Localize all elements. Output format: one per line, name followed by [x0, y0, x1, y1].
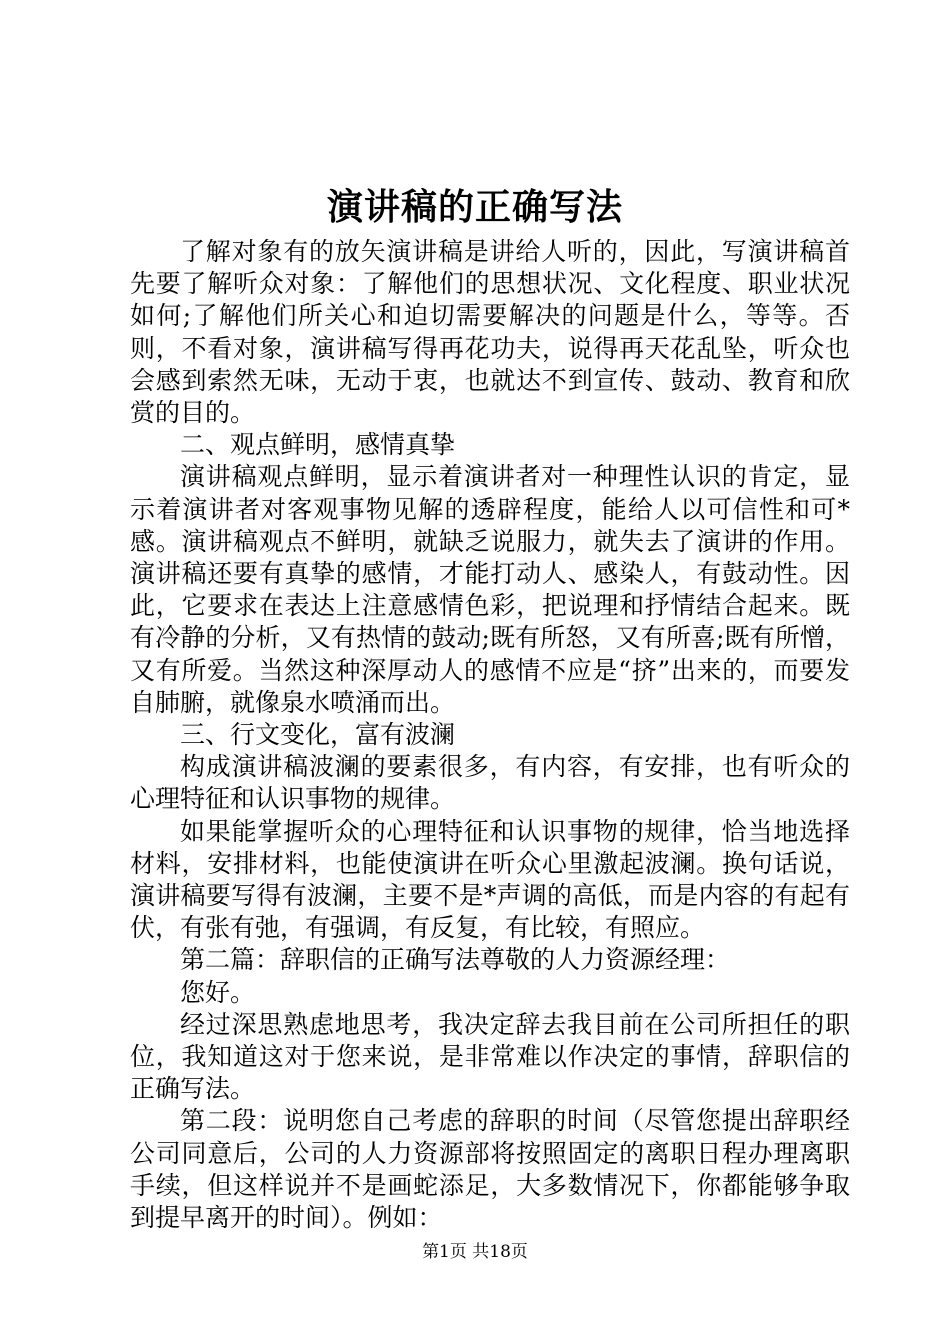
paragraph: 如果能掌握听众的心理特征和认识事物的规律，恰当地选择材料，安排材料，也能使演讲在听众心里激起波澜。换句话说，演讲稿要写得有波澜，主要不是*声调的高低，而是内容的有起有伏，有张有弛，有强调，有反复，有比较，有照应。 — [130, 816, 850, 943]
paragraph: 经过深思熟虑地思考，我决定辞去我目前在公司所担任的职位，我知道这对于您来说，是非常难以作决定的事情，辞职信的正确写法。 — [130, 1009, 850, 1104]
section-heading: 三、行文变化，富有波澜 — [180, 720, 456, 750]
paragraph: 演讲稿观点鲜明，显示着演讲者对一种理性认识的肯定，显示着演讲者对客观事物见解的透辟程度，能给人以可信性和可*感。演讲稿观点不鲜明，就缺乏说服力，就失去了演讲的作用。演讲稿还要有真挚的感情，才能打动人、感染人，有鼓动性。因此，它要求在表达上注意感情色彩，把说理和抒情结合起来。既有冷静的分析，又有热情的鼓动;既有所怒，又有所喜;既有所憎，又有所爱。当然这种深厚动人的感情不应是“挤”出来的，而要发自肺腑，就像泉水喷涌而出。 — [130, 462, 850, 717]
document-body — [130, 236, 850, 1234]
paragraph: 第二段：说明您自己考虑的辞职的时间（尽管您提出辞职经公司同意后，公司的人力资源部将按照固定的离职日程办理离职手续，但这样说并不是画蛇添足，大多数情况下，你都能够争取到提早离开的时间）。例如： — [130, 1106, 850, 1233]
document-title: 演讲稿的正确写法 — [326, 186, 623, 228]
page-footer: 第1页 共18页 — [422, 1242, 528, 1262]
paragraph: 了解对象有的放矢演讲稿是讲给人听的，因此，写演讲稿首先要了解听众对象：了解他们的思想状况、文化程度、职业状况如何;了解他们所关心和迫切需要解决的问题是什么，等等。否则，不看对象，演讲稿写得再花功夫，说得再天花乱坠，听众也会感到索然无味，无动于衷，也就达不到宣传、鼓动、教育和欣赏的目的。 — [130, 237, 850, 428]
paragraph: 构成演讲稿波澜的要素很多，有内容，有安排，也有听众的心理特征和认识事物的规律。 — [130, 752, 850, 814]
section-heading: 第二篇：辞职信的正确写法尊敬的人力资源经理： — [180, 945, 731, 975]
paragraph: 您好。 — [180, 977, 256, 1007]
section-heading: 二、观点鲜明，感情真挚 — [180, 430, 456, 460]
